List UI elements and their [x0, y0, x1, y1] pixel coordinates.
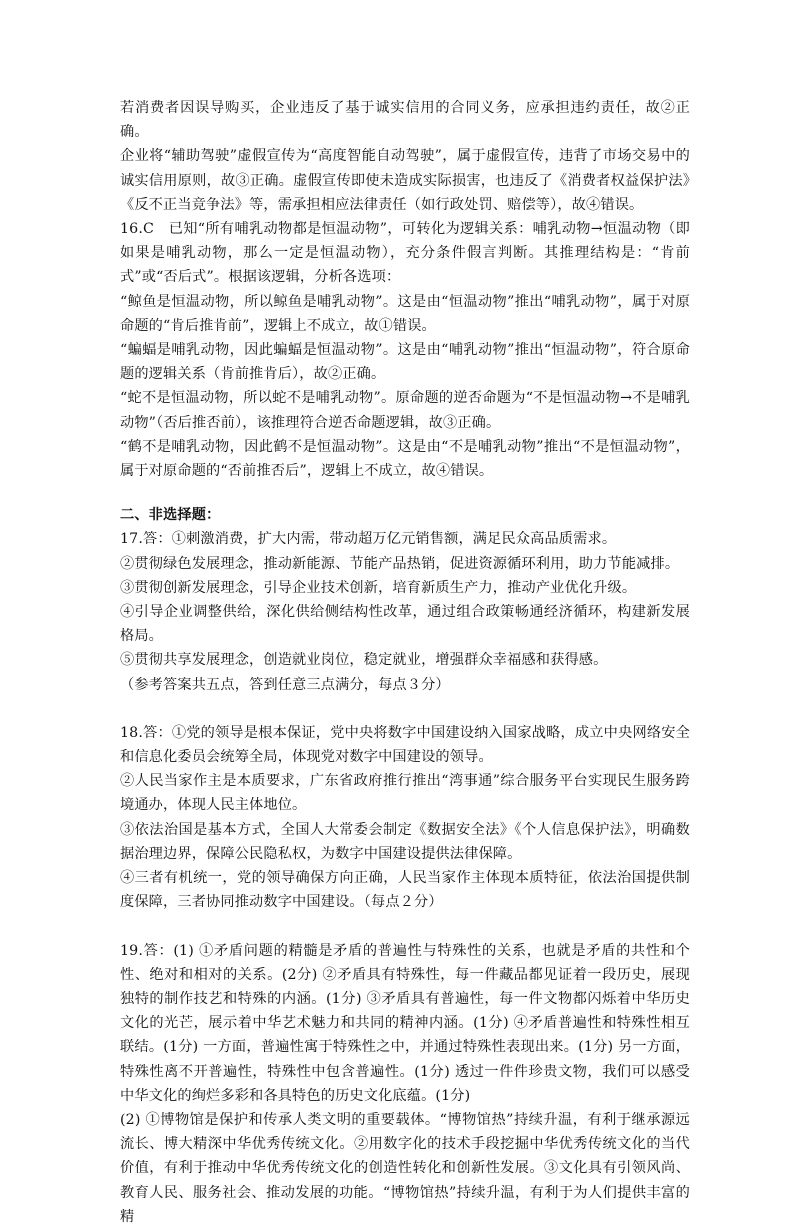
spacer: [120, 483, 690, 503]
analysis-option-2: “蝙蝠是哺乳动物，因此蝙蝠是恒温动物”。这是由“哺乳动物”推出“恒温动物”，符合原命题的逻辑关系（肯前推肯后），故②正确。: [120, 342, 690, 383]
answer-19-part-1: 19.答：(1) ①矛盾问题的精髓是矛盾的普遍性与特殊性的关系，也就是矛盾的共性和个性、绝对和相对的关系。(2分) ②矛盾具有特殊性，每一件藏品都见证着一段历史，展现独特的制作技艺和特殊的内涵。(1分) ③矛盾具有普遍性，每一件文物都闪烁着中华历史文化的光芒，展示着中华艺术魅力和共同的精神内涵。(1分) ④矛盾普遍性和特殊性相互联结。(1分) 一方面，普遍性寓于特殊性之中，并通过特殊性表现出来。(1分) 另一方面，特殊性离不开普遍性，特殊性中包含普遍性。(1分) 透过一件件珍贵文物，我们可以感受中华文化的绚烂多彩和各具特色的历史文化底蕴。(1分): [120, 942, 690, 1104]
analysis-option-4: “鹤不是哺乳动物，因此鹤不是恒温动物”。这是由“不是哺乳动物”推出“不是恒温动物”，属于对原命题的“否前推否后”，逻辑上不成立，故④错误。: [120, 438, 690, 480]
section-heading: 二、非选择题：: [120, 507, 221, 524]
answer-17-point-1: 17.答：①刺激消费，扩大内需，带动超万亿元销售额，满足民众高品质需求。: [120, 531, 617, 548]
paragraph: 若消费者因误导购买，企业违反了基于诚实信用的合同义务，应承担违约责任，故②正确。: [120, 100, 690, 141]
answer-17-point-2: ②贯彻绿色发展理念，推动新能源、节能产品热销，促进资源循环利用，助力节能减排。: [120, 555, 680, 572]
analysis-option-3: “蛇不是恒温动物，所以蛇不是哺乳动物”。原命题的逆否命题为“不是恒温动物→不是哺乳动物”（否后推否前），该推理符合逆否命题逻辑，故③正确。: [120, 390, 690, 431]
spacer: [120, 697, 690, 721]
answer-18-point-2: ②人民当家作主是本质要求，广东省政府推行推出“湾事通”综合服务平台实现民生服务跨境通办，体现人民主体地位。: [120, 773, 690, 814]
answer-17-point-5: ⑤贯彻共享发展理念，创造就业岗位，稳定就业，增强群众幸福感和获得感。: [120, 652, 608, 669]
answer-16: 16.C 已知“所有哺乳动物都是恒温动物”，可转化为逻辑关系：哺乳动物→恒温动物（即如果是哺乳动物，那么一定是恒温动物），充分条件假言判断。其推理结构是：“肯前式”或“否后式”。根据该逻辑，分析各选项：: [120, 221, 690, 286]
answer-19-part-2: (2) ①博物馆是保护和传承人类文明的重要载体。“博物馆热”持续升温，有利于继承源远流长、博大精深中华优秀传统文化。②用数字化的技术手段挖掘中华优秀传统文化的当代价值，有利于推动中华优秀传统文化的创造性转化和创新性发展。③文化具有引领风尚、教育人民、服务社会、推动发展的功能。“博物馆热”持续升温，有利于为人们提供丰富的精: [120, 1111, 690, 1225]
analysis-option-1: “鲸鱼是恒温动物，所以鲸鱼是哺乳动物”。这是由“恒温动物”推出“哺乳动物”，属于对原命题的“肯后推肯前”，逻辑上不成立，故①错误。: [120, 293, 690, 334]
spacer: [120, 915, 690, 939]
answer-18-point-1: 18.答：①党的领导是根本保证，党中央将数字中国建设纳入国家战略，成立中央网络安全和信息化委员会统筹全局，体现党对数字中国建设的领导。: [120, 724, 690, 766]
paragraph: 企业将“辅助驾驶”虚假宣传为“高度智能自动驾驶”，属于虚假宣传，违背了市场交易中的诚实信用原则，故③正确。虚假宣传即使未造成实际损害，也违反了《消费者权益保护法》《反不正当竞争法》等，需承担相应法律责任（如行政处罚、赔偿等），故④错误。: [120, 148, 690, 213]
answer-17-point-3: ③贯彻创新发展理念，引导企业技术创新，培育新质生产力，推动产业优化升级。: [120, 579, 637, 596]
answer-17-point-4: ④引导企业调整供给，深化供给侧结构性改革，通过组合政策畅通经济循环，构建新发展格局。: [120, 604, 690, 645]
document-body: [120, 96, 690, 1229]
answer-17-scoring-note: （参考答案共五点，答到任意三点满分，每点３分）: [120, 676, 450, 693]
answer-18-point-3: ③依法治国是基本方式，全国人大常委会制定《数据安全法》《个人信息保护法》，明确数据治理边界，保障公民隐私权，为数字中国建设提供法律保障。: [120, 821, 690, 862]
answer-18-point-4: ④三者有机统一，党的领导确保方向正确，人民当家作主体现本质特征，依法治国提供制度保障，三者协同推动数字中国建设。（每点２分）: [120, 870, 690, 911]
